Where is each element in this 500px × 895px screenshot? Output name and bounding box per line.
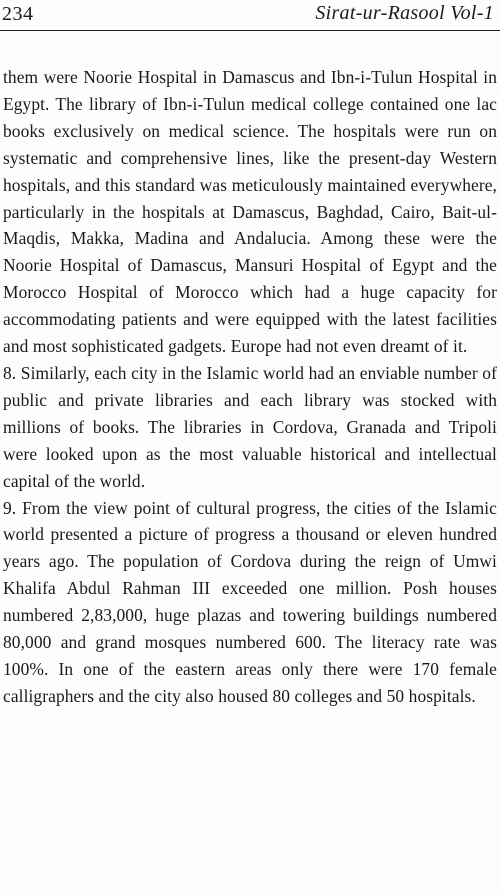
paragraph-continued: them were Noorie Hospital in Damascus and Ibn-i-Tulun Hospital in Egypt. The library of Ibn-i-Tulun medical college contained one lac books exclusively on medical science. The hospitals were run on systematic and comprehensive lines, like the present-day Western hospitals, and this standard was meticulously maintained everywhere, particularly in the hospitals at Damascus, Baghdad, Cairo, Bait-ul-Maqdis, Makka, Madina and Andalucia. Among these were the Noorie Hospital of Damascus, Mansuri Hospital of Egypt and the Morocco Hospital of Morocco which had a huge capacity for accommodating patients and were equipped with the latest facilities and most sophisticated gadgets. Europe had not even dreamt of it. — [3, 67, 497, 357]
header-rule — [0, 30, 500, 31]
paragraph-9: 9. From the view point of cultural progress, the cities of the Islamic world presented a picture of progress a thousand or eleven hundred years ago. The population of Cordova during the reign of Umwi Khalifa Abdul Rahman III exceeded one million. Posh houses numbered 2,83,000, huge plazas and towering buildings numbered 80,000 and grand mosques numbered 600. The literacy rate was 100%. In one of the eastern areas only there were 170 female calligraphers and the city also housed 80 colleges and 50 hospitals. — [3, 497, 497, 706]
paragraph-8: 8. Similarly, each city in the Islamic world had an enviable number of public and private libraries and each library was stocked with millions of books. The libraries in Cordova, Granada and Tripoli were looked upon as the most valuable historical and intellectual capital of the world. — [3, 362, 497, 491]
page-number: 234 — [2, 3, 34, 25]
page-header — [0, 0, 500, 46]
running-title: Sirat-ur-Rasool Vol-1 — [315, 2, 494, 24]
body-text — [3, 64, 497, 710]
